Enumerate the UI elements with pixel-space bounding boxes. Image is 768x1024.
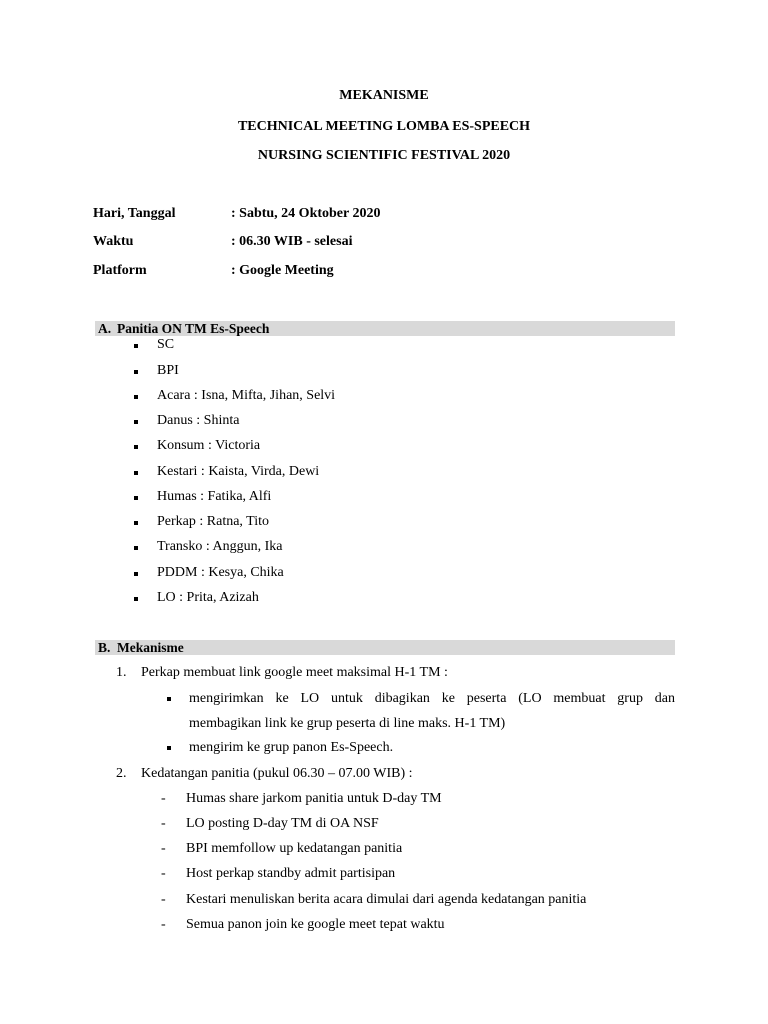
square-bullet-icon [167, 746, 171, 750]
list-item-text: LO posting D-day TM di OA NSF [186, 816, 379, 831]
list-item-text: Konsum : Victoria [157, 438, 261, 453]
step-1-bullet-2: mengirim ke grup panon Es-Speech. [189, 740, 394, 755]
dash-bullet: - [161, 866, 166, 881]
list-item-text: PDDM : Kesya, Chika [157, 565, 284, 580]
step-1-bullet-1-line-2: membagikan link ke grup peserta di line maks. H-1 TM) [189, 716, 506, 731]
section-b-heading [95, 640, 675, 655]
square-bullet-icon [134, 572, 138, 576]
list-item-text: Transko : Anggun, Ika [157, 539, 283, 554]
section-a-title: Panitia ON TM Es-Speech [117, 321, 270, 336]
list-item-text: Danus : Shinta [157, 413, 240, 428]
step-1-bullet-1-line-1: mengirimkan ke LO untuk dibagikan ke peserta (LO membuat grup dan [189, 691, 675, 706]
square-bullet-icon [134, 546, 138, 550]
list-item-text: SC [157, 337, 175, 352]
square-bullet-icon [134, 471, 138, 475]
square-bullet-icon [134, 395, 138, 399]
dash-bullet: - [161, 917, 166, 932]
list-item-text: Host perkap standby admit partisipan [186, 866, 396, 881]
info-value-time: : 06.30 WIB - selesai [231, 234, 353, 249]
list-item-text: BPI [157, 363, 179, 378]
list-item-text: BPI memfollow up kedatangan panitia [186, 841, 403, 856]
list-item-text: Kestari menuliskan berita acara dimulai dari agenda kedatangan panitia [186, 892, 587, 907]
square-bullet-icon [134, 597, 138, 601]
section-b-title: Mekanisme [117, 640, 184, 655]
info-value-platform: : Google Meeting [231, 263, 334, 278]
dash-bullet: - [161, 791, 166, 806]
square-bullet-icon [134, 370, 138, 374]
dash-bullet: - [161, 892, 166, 907]
list-item-text: Humas : Fatika, Alfi [157, 489, 272, 504]
list-item-text: Kestari : Kaista, Virda, Dewi [157, 464, 320, 479]
dash-bullet: - [161, 816, 166, 831]
step-1-bullet-1 [189, 686, 675, 736]
section-b-letter: B. [98, 640, 111, 655]
step-1-number: 1. [116, 665, 127, 680]
info-label-time: Waktu [93, 234, 134, 249]
list-item-text: Semua panon join ke google meet tepat waktu [186, 917, 445, 932]
step-2-text: Kedatangan panitia (pukul 06.30 – 07.00 WIB) : [141, 766, 413, 781]
document-subtitle-event: TECHNICAL MEETING LOMBA ES-SPEECH [237, 119, 531, 134]
step-1-text: Perkap membuat link google meet maksimal H-1 TM : [141, 665, 448, 680]
list-item-text: Acara : Isna, Mifta, Jihan, Selvi [157, 388, 336, 403]
section-a-letter: A. [98, 321, 112, 336]
list-item-text: Humas share jarkom panitia untuk D-day TM [186, 791, 442, 806]
document-title: MEKANISME [339, 88, 429, 103]
square-bullet-icon [134, 344, 138, 348]
square-bullet-icon [134, 420, 138, 424]
info-label-date: Hari, Tanggal [93, 206, 176, 221]
step-2-number: 2. [116, 766, 127, 781]
square-bullet-icon [134, 496, 138, 500]
section-a-heading [95, 321, 675, 336]
square-bullet-icon [167, 697, 171, 701]
info-value-date: : Sabtu, 24 Oktober 2020 [231, 206, 381, 221]
info-label-platform: Platform [93, 263, 147, 278]
document-subtitle-festival: NURSING SCIENTIFIC FESTIVAL 2020 [257, 148, 511, 163]
dash-bullet: - [161, 841, 166, 856]
square-bullet-icon [134, 521, 138, 525]
list-item-text: Perkap : Ratna, Tito [157, 514, 270, 529]
list-item-text: LO : Prita, Azizah [157, 590, 259, 605]
square-bullet-icon [134, 445, 138, 449]
